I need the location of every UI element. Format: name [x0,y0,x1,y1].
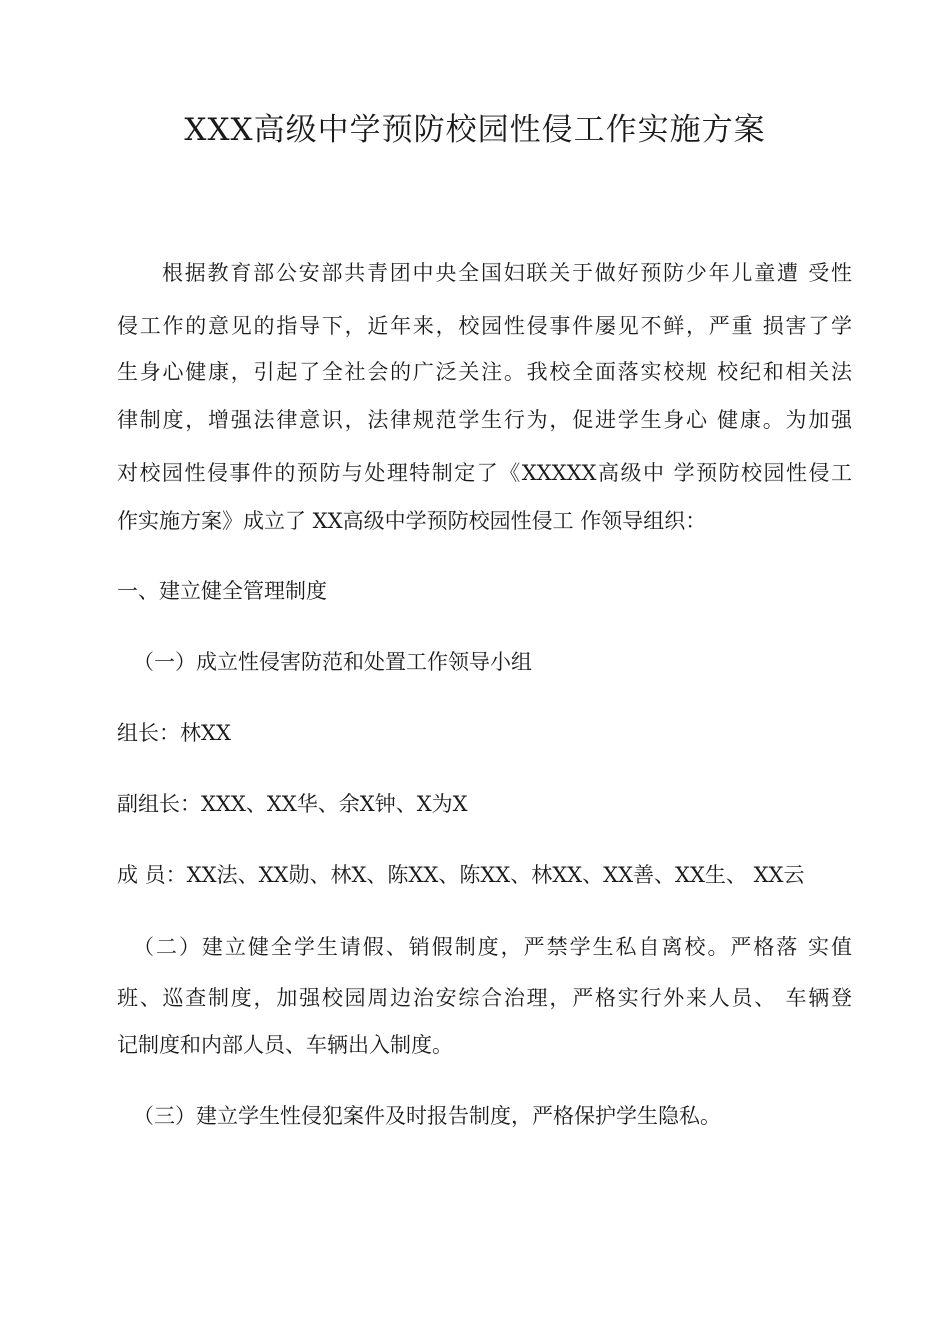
subsection-2-line-1: （二）建立健全学生请假、销假制度，严禁学生私自离校。严格落 实值 [133,935,852,959]
subsection-3-line: （三）建立学生性侵犯案件及时报告制度，严格保护学生隐私。 [133,1104,721,1128]
group-leader: 组长：林XX [117,721,231,745]
subsection-2-line-2: 班、巡查制度，加强校园周边治安综合治理，严格实行外来人员、 车辆登 [117,986,852,1010]
intro-line-3: 生身心健康，引起了全社会的广泛关注。我校全面落实校规 校纪和相关法 [117,360,852,384]
intro-line-1: 根据教育部公安部共青团中央全国妇联关于做好预防少年儿童遭 受性 [162,261,852,285]
group-members: 成 员：XX法、XX勋、林X、陈XX、陈XX、林XX、XX善、XX生、 XX云 [117,863,805,887]
intro-line-5: 对校园性侵事件的预防与处理特制定了《XXXXX高级中 学预防校园性侵工 [117,461,852,485]
intro-line-6: 作实施方案》成立了 XX高级中学预防校园性侵工 作领导组织： [117,509,707,533]
intro-line-2: 侵工作的意见的指导下，近年来，校园性侵事件屡见不鲜，严重 损害了学 [117,314,852,338]
document-title: XXX高级中学预防校园性侵工作实施方案 [184,112,766,148]
intro-line-4: 律制度，增强法律意识，法律规范学生行为，促进学生身心 健康。为加强 [117,408,852,432]
section-1-heading: 一、建立健全管理制度 [117,579,327,603]
subsection-1-heading: （一）成立性侵害防范和处置工作领导小组 [133,650,532,674]
deputy-leaders: 副组长：XXX、XX华、余X钟、X为X [117,792,468,816]
subsection-2-line-3: 记制度和内部人员、车辆出入制度。 [117,1033,453,1057]
